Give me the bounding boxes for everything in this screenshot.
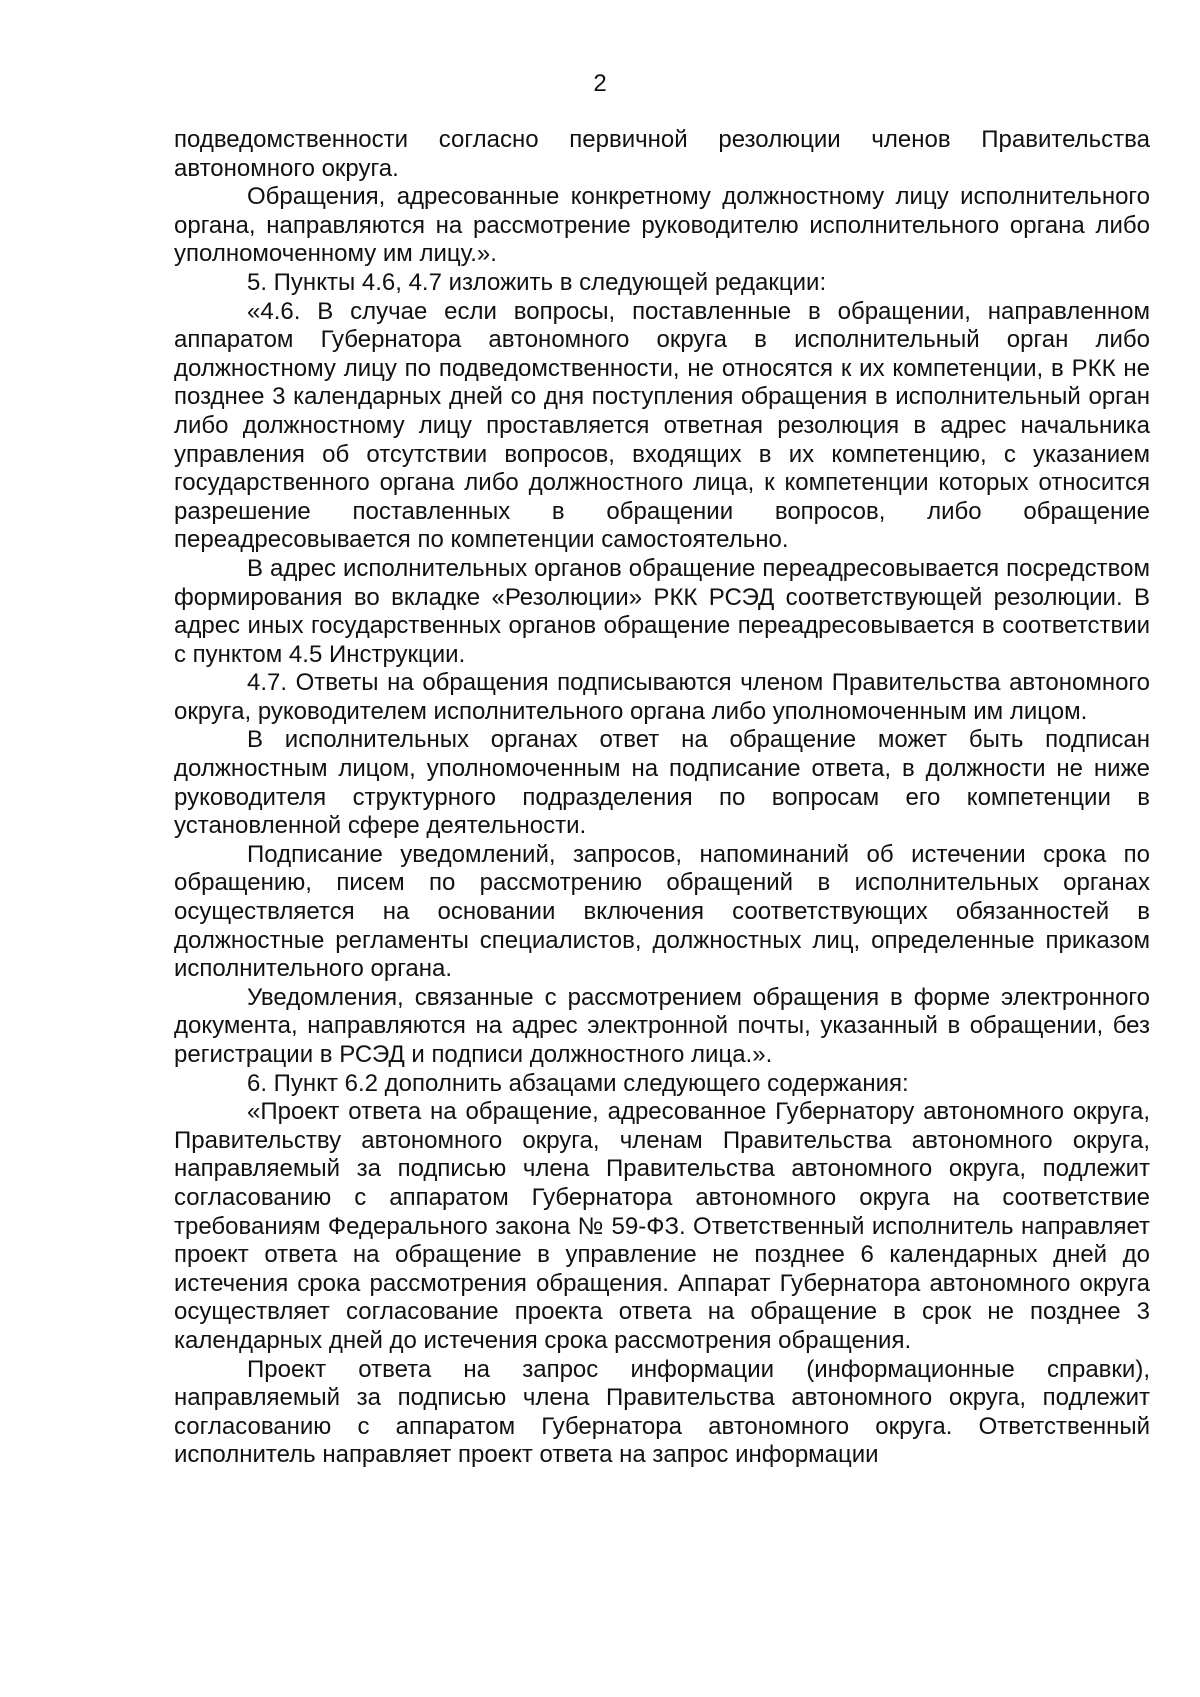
paragraph-5: В адрес исполнительных органов обращение переадресовывается посредством формирования во вкладке «Резолюции» РКК РСЭД соответствующей резолюции. В адрес иных государственных органов обращение переадресовывается в соответствии с пунктом 4.5 Инструкции. [174, 554, 1150, 668]
page-number: 2 [593, 70, 607, 97]
paragraph-8: Подписание уведомлений, запросов, напоминаний об истечении срока по обращению, писем по рассмотрению обращений в исполнительных органах осуществляется на основании включения соответствующих обязанностей в должностные регламенты специалистов, должностных лиц, определенные приказом исполнительного органа. [174, 840, 1150, 983]
paragraph-3: 5. Пункты 4.6, 4.7 изложить в следующей редакции: [247, 268, 827, 296]
paragraph-12: Проект ответа на запрос информации (информационные справки), направляемый за подписью члена Правительства автономного округа, подлежит согласованию с аппаратом Губернатора автономного округа. Ответственный исполнитель направляет проект ответа на запрос информации [174, 1355, 1150, 1469]
paragraph-7: В исполнительных органах ответ на обращение может быть подписан должностным лицом, уполномоченным на подписание ответа, в должности не ниже руководителя структурного подразделения по вопросам его компетенции в установленной сфере деятельности. [174, 726, 1150, 840]
paragraph-9: Уведомления, связанные с рассмотрением обращения в форме электронного документа, направляются на адрес электронной почты, указанный в обращении, без регистрации в РСЭД и подписи должностного лица.». [174, 983, 1150, 1068]
paragraph-10: 6. Пункт 6.2 дополнить абзацами следующего содержания: [247, 1069, 909, 1097]
paragraph-11: «Проект ответа на обращение, адресованное Губернатору автономного округа, Правительству автономного округа, членам Правительства автономного округа, направляемый за подписью члена Правительства автономного округа, подлежит согласованию с аппаратом Губернатора автономного округа на соответствие требованиям Федерального закона № 59-ФЗ. Ответственный исполнитель направляет проект ответа на обращение в управление не позднее 6 календарных дней до истечения срока рассмотрения обращения. Аппарат Губернатора автономного округа осуществляет согласование проекта ответа на обращение в срок не позднее 3 календарных дней до истечения срока рассмотрения обращения. [174, 1098, 1150, 1354]
paragraph-2: Обращения, адресованные конкретному должностному лицу исполнительного органа, направляются на рассмотрение руководителю исполнительного органа либо уполномоченному им лицу.». [174, 183, 1150, 268]
document-body [174, 126, 1150, 1470]
paragraph-6: 4.7. Ответы на обращения подписываются членом Правительства автономного округа, руководителем исполнительного органа либо уполномоченным им лицом. [174, 669, 1150, 725]
paragraph-1: подведомственности согласно первичной резолюции членов Правительства автономного округа. [174, 126, 1150, 182]
paragraph-4: «4.6. В случае если вопросы, поставленные в обращении, направленном аппаратом Губернатора автономного округа в исполнительный орган либо должностному лицу по подведомственности, не относятся к их компетенции, в РКК не позднее 3 календарных дней со дня поступления обращения в исполнительный орган либо должностному лицу проставляется ответная резолюция в адрес начальника управления об отсутствии вопросов, входящих в их компетенцию, с указанием государственного органа либо должностного лица, к компетенции которых относится разрешение поставленных в обращении вопросов, либо обращение переадресовывается по компетенции самостоятельно. [174, 297, 1150, 554]
